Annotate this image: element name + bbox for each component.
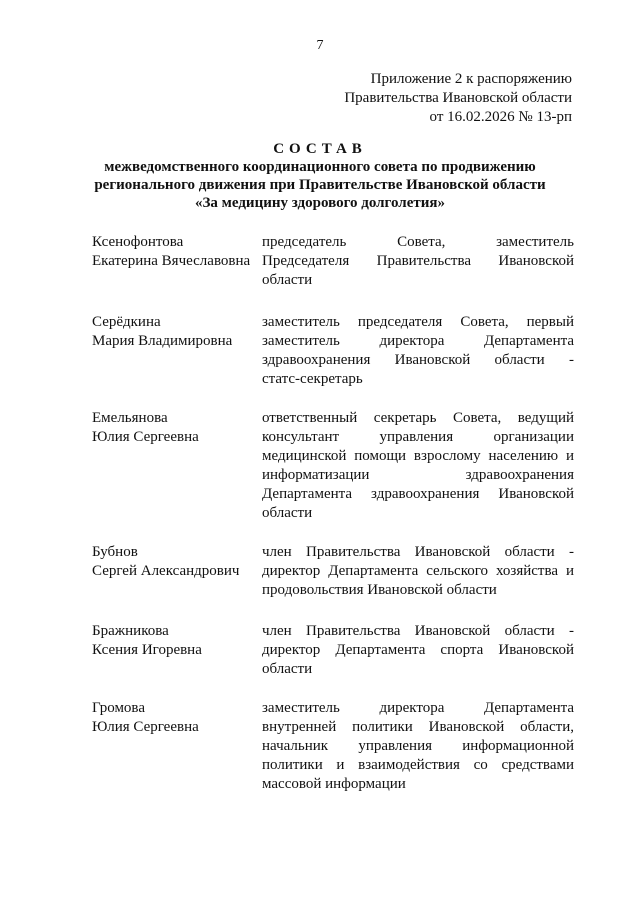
member-surname: Емельянова [92,410,168,426]
member-name [92,622,260,660]
role-line: член Правительства Ивановской области - [262,544,574,560]
member-given-name: Юлия Сергеевна [92,719,199,735]
role-line: массовой информации [262,776,406,792]
role-line: области [262,661,313,677]
role-line: информатизации здравоохранения [262,467,574,483]
member-surname: Бражникова [92,623,169,639]
member-given-name: Юлия Сергеевна [92,429,199,445]
member-surname: Громова [92,700,145,716]
appendix-line-3: от 16.02.2026 № 13-рп [429,109,572,125]
member-role [262,699,574,794]
page-number: 7 [316,38,324,53]
role-line: медицинской помощи взрослому населению и [262,448,574,464]
member-name [92,409,260,447]
member-surname: Серёдкина [92,314,161,330]
role-line: директор Департамента сельского хозяйства и [262,563,574,579]
member-surname: Ксенофонтова [92,234,184,250]
member-role [262,622,574,679]
document-title: СОСТАВ [273,141,367,157]
member-given-name: Ксения Игоревна [92,642,202,658]
appendix-line-2: Правительства Ивановской области [344,90,572,106]
role-line: внутренней политики Ивановской области, [262,719,574,735]
role-line: продовольствия Ивановской области [262,582,497,598]
role-line: заместитель директора Департамента [262,700,574,716]
member-name [92,543,260,581]
role-line: консультант управления организации [262,429,574,445]
subtitle-line-3: «За медицину здорового долголетия» [195,195,445,211]
member-name [92,233,260,271]
member-role [262,543,574,600]
member-role [262,313,574,389]
role-line: председатель Совета, заместитель [262,234,574,250]
member-role [262,409,574,523]
member-given-name: Мария Владимировна [92,333,233,349]
role-line: Председателя Правительства Ивановской [262,253,574,269]
role-line: здравоохранения Ивановской области - [262,352,574,368]
subtitle-line-2: регионального движения при Правительстве Ивановской области [94,177,546,193]
subtitle-line-1: межведомственного координационного совета по продвижению [104,159,536,175]
role-line: статс-секретарь [262,371,363,387]
document-subtitle [60,158,580,212]
appendix-header [252,70,572,127]
role-line: член Правительства Ивановской области - [262,623,574,639]
member-given-name: Екатерина Вячеславовна [92,253,251,269]
role-line: заместитель директора Департамента [262,333,574,349]
role-line: ответственный секретарь Совета, ведущий [262,410,574,426]
role-line: начальник управления информационной [262,738,574,754]
member-name [92,699,260,737]
member-role [262,233,574,290]
role-line: области [262,505,313,521]
member-surname: Бубнов [92,544,138,560]
role-line: заместитель председателя Совета, первый [262,314,574,330]
member-given-name: Сергей Александрович [92,563,240,579]
role-line: области [262,272,313,288]
appendix-line-1: Приложение 2 к распоряжению [370,71,572,87]
role-line: политики и взаимодействия со средствами [262,757,574,773]
role-line: Департамента здравоохранения Ивановской [262,486,574,502]
member-name [92,313,260,351]
role-line: директор Департамента спорта Ивановской [262,642,574,658]
